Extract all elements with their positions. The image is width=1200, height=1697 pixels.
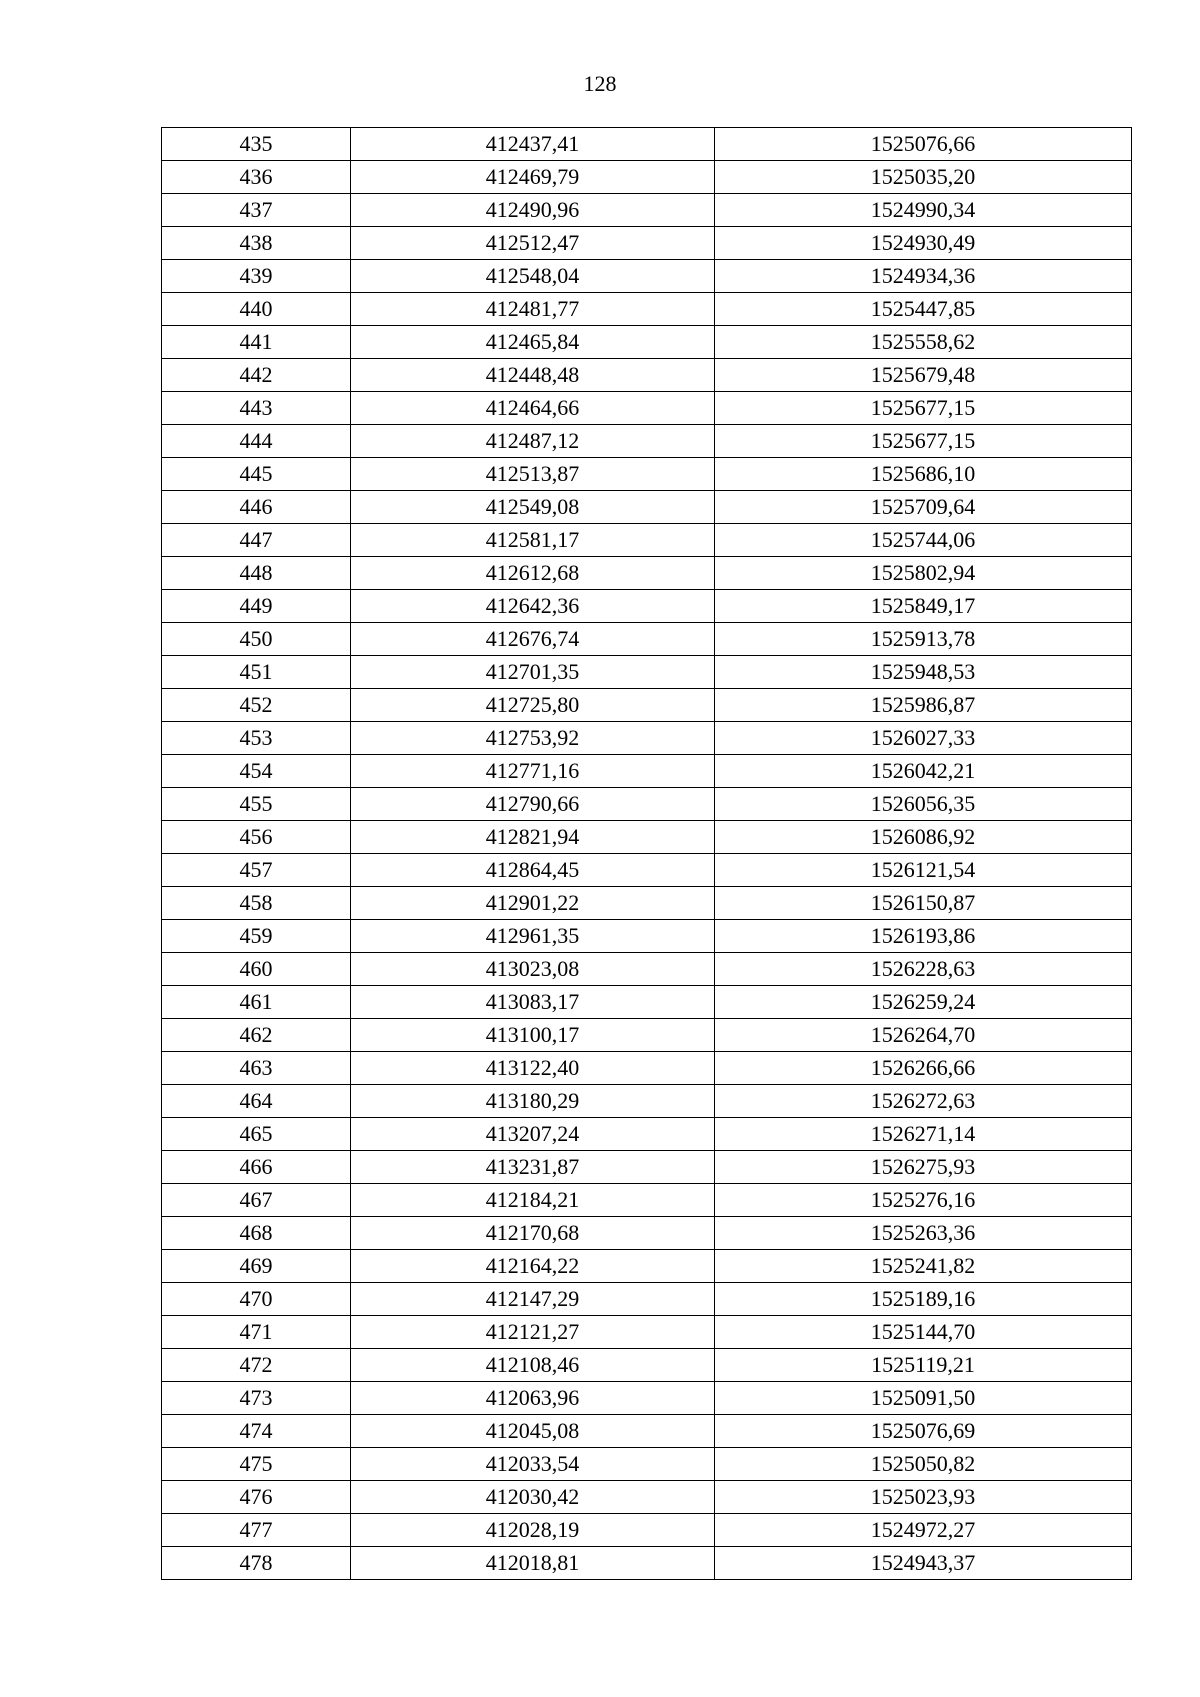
x-coordinate-cell: 412481,77 — [351, 293, 715, 326]
point-number-cell: 471 — [162, 1316, 351, 1349]
x-coordinate-cell: 412465,84 — [351, 326, 715, 359]
x-coordinate-cell: 413023,08 — [351, 953, 715, 986]
y-coordinate-cell: 1526275,93 — [715, 1151, 1132, 1184]
point-number-cell: 436 — [162, 161, 351, 194]
y-coordinate-cell: 1525447,85 — [715, 293, 1132, 326]
y-coordinate-cell: 1525677,15 — [715, 392, 1132, 425]
x-coordinate-cell: 412063,96 — [351, 1382, 715, 1415]
point-number-cell: 448 — [162, 557, 351, 590]
table-row — [162, 557, 1132, 590]
x-coordinate-cell: 412018,81 — [351, 1547, 715, 1580]
x-coordinate-cell: 412170,68 — [351, 1217, 715, 1250]
x-coordinate-cell: 412184,21 — [351, 1184, 715, 1217]
x-coordinate-cell: 412490,96 — [351, 194, 715, 227]
x-coordinate-cell: 412901,22 — [351, 887, 715, 920]
y-coordinate-cell: 1525189,16 — [715, 1283, 1132, 1316]
table-row — [162, 491, 1132, 524]
table-row — [162, 1448, 1132, 1481]
point-number-cell: 465 — [162, 1118, 351, 1151]
x-coordinate-cell: 412701,35 — [351, 656, 715, 689]
point-number-cell: 456 — [162, 821, 351, 854]
point-number-cell: 458 — [162, 887, 351, 920]
x-coordinate-cell: 412642,36 — [351, 590, 715, 623]
x-coordinate-cell: 412771,16 — [351, 755, 715, 788]
point-number-cell: 440 — [162, 293, 351, 326]
point-number-cell: 455 — [162, 788, 351, 821]
table-row — [162, 1118, 1132, 1151]
point-number-cell: 435 — [162, 128, 351, 161]
table-row — [162, 1217, 1132, 1250]
point-number-cell: 452 — [162, 689, 351, 722]
table-row — [162, 425, 1132, 458]
x-coordinate-cell: 413100,17 — [351, 1019, 715, 1052]
y-coordinate-cell: 1525119,21 — [715, 1349, 1132, 1382]
x-coordinate-cell: 412961,35 — [351, 920, 715, 953]
y-coordinate-cell: 1525686,10 — [715, 458, 1132, 491]
point-number-cell: 441 — [162, 326, 351, 359]
point-number-cell: 472 — [162, 1349, 351, 1382]
table-row — [162, 128, 1132, 161]
x-coordinate-cell: 412549,08 — [351, 491, 715, 524]
table-row — [162, 986, 1132, 1019]
y-coordinate-cell: 1526193,86 — [715, 920, 1132, 953]
point-number-cell: 476 — [162, 1481, 351, 1514]
table-row — [162, 1283, 1132, 1316]
table-row — [162, 623, 1132, 656]
y-coordinate-cell: 1526086,92 — [715, 821, 1132, 854]
point-number-cell: 445 — [162, 458, 351, 491]
x-coordinate-cell: 412821,94 — [351, 821, 715, 854]
table-row — [162, 392, 1132, 425]
x-coordinate-cell: 413231,87 — [351, 1151, 715, 1184]
table-row — [162, 1349, 1132, 1382]
y-coordinate-cell: 1526121,54 — [715, 854, 1132, 887]
point-number-cell: 446 — [162, 491, 351, 524]
point-number-cell: 467 — [162, 1184, 351, 1217]
table-row — [162, 1415, 1132, 1448]
table-row — [162, 1514, 1132, 1547]
x-coordinate-cell: 412513,87 — [351, 458, 715, 491]
x-coordinate-cell: 412033,54 — [351, 1448, 715, 1481]
point-number-cell: 451 — [162, 656, 351, 689]
table-row — [162, 326, 1132, 359]
table-row — [162, 1019, 1132, 1052]
table-row — [162, 1151, 1132, 1184]
x-coordinate-cell: 412121,27 — [351, 1316, 715, 1349]
x-coordinate-cell: 412437,41 — [351, 128, 715, 161]
y-coordinate-cell: 1526228,63 — [715, 953, 1132, 986]
point-number-cell: 447 — [162, 524, 351, 557]
y-coordinate-cell: 1526150,87 — [715, 887, 1132, 920]
point-number-cell: 438 — [162, 227, 351, 260]
table-row — [162, 260, 1132, 293]
y-coordinate-cell: 1526264,70 — [715, 1019, 1132, 1052]
x-coordinate-cell: 412469,79 — [351, 161, 715, 194]
point-number-cell: 443 — [162, 392, 351, 425]
point-number-cell: 478 — [162, 1547, 351, 1580]
point-number-cell: 457 — [162, 854, 351, 887]
table-row — [162, 359, 1132, 392]
y-coordinate-cell: 1525802,94 — [715, 557, 1132, 590]
y-coordinate-cell: 1525709,64 — [715, 491, 1132, 524]
page-number: 128 — [583, 71, 617, 96]
x-coordinate-cell: 412045,08 — [351, 1415, 715, 1448]
point-number-cell: 477 — [162, 1514, 351, 1547]
table-row — [162, 1481, 1132, 1514]
table-row — [162, 524, 1132, 557]
point-number-cell: 463 — [162, 1052, 351, 1085]
y-coordinate-cell: 1524972,27 — [715, 1514, 1132, 1547]
y-coordinate-cell: 1525986,87 — [715, 689, 1132, 722]
point-number-cell: 460 — [162, 953, 351, 986]
y-coordinate-cell: 1526272,63 — [715, 1085, 1132, 1118]
x-coordinate-cell: 412147,29 — [351, 1283, 715, 1316]
y-coordinate-cell: 1525913,78 — [715, 623, 1132, 656]
x-coordinate-cell: 412581,17 — [351, 524, 715, 557]
x-coordinate-cell: 413122,40 — [351, 1052, 715, 1085]
table-row — [162, 953, 1132, 986]
x-coordinate-cell: 413083,17 — [351, 986, 715, 1019]
table-row — [162, 788, 1132, 821]
point-number-cell: 475 — [162, 1448, 351, 1481]
y-coordinate-cell: 1526027,33 — [715, 722, 1132, 755]
y-coordinate-cell: 1525849,17 — [715, 590, 1132, 623]
y-coordinate-cell: 1525558,62 — [715, 326, 1132, 359]
table-row — [162, 1382, 1132, 1415]
point-number-cell: 468 — [162, 1217, 351, 1250]
table-row — [162, 887, 1132, 920]
x-coordinate-cell: 412464,66 — [351, 392, 715, 425]
coordinates-table-body — [162, 128, 1132, 1580]
y-coordinate-cell: 1525679,48 — [715, 359, 1132, 392]
table-row — [162, 1316, 1132, 1349]
table-row — [162, 458, 1132, 491]
x-coordinate-cell: 412676,74 — [351, 623, 715, 656]
table-row — [162, 821, 1132, 854]
point-number-cell: 469 — [162, 1250, 351, 1283]
x-coordinate-cell: 412753,92 — [351, 722, 715, 755]
table-row — [162, 1184, 1132, 1217]
y-coordinate-cell: 1525076,66 — [715, 128, 1132, 161]
x-coordinate-cell: 413207,24 — [351, 1118, 715, 1151]
point-number-cell: 464 — [162, 1085, 351, 1118]
table-row — [162, 1547, 1132, 1580]
x-coordinate-cell: 412548,04 — [351, 260, 715, 293]
point-number-cell: 442 — [162, 359, 351, 392]
x-coordinate-cell: 412790,66 — [351, 788, 715, 821]
point-number-cell: 470 — [162, 1283, 351, 1316]
x-coordinate-cell: 412512,47 — [351, 227, 715, 260]
y-coordinate-cell: 1525241,82 — [715, 1250, 1132, 1283]
point-number-cell: 437 — [162, 194, 351, 227]
point-number-cell: 474 — [162, 1415, 351, 1448]
table-row — [162, 227, 1132, 260]
x-coordinate-cell: 412028,19 — [351, 1514, 715, 1547]
x-coordinate-cell: 412612,68 — [351, 557, 715, 590]
y-coordinate-cell: 1526266,66 — [715, 1052, 1132, 1085]
point-number-cell: 466 — [162, 1151, 351, 1184]
table-row — [162, 590, 1132, 623]
y-coordinate-cell: 1526042,21 — [715, 755, 1132, 788]
point-number-cell: 444 — [162, 425, 351, 458]
table-row — [162, 854, 1132, 887]
y-coordinate-cell: 1525276,16 — [715, 1184, 1132, 1217]
table-row — [162, 1250, 1132, 1283]
y-coordinate-cell: 1525023,93 — [715, 1481, 1132, 1514]
y-coordinate-cell: 1524934,36 — [715, 260, 1132, 293]
x-coordinate-cell: 413180,29 — [351, 1085, 715, 1118]
y-coordinate-cell: 1525091,50 — [715, 1382, 1132, 1415]
y-coordinate-cell: 1526271,14 — [715, 1118, 1132, 1151]
x-coordinate-cell: 412487,12 — [351, 425, 715, 458]
table-row — [162, 1052, 1132, 1085]
point-number-cell: 462 — [162, 1019, 351, 1052]
x-coordinate-cell: 412164,22 — [351, 1250, 715, 1283]
x-coordinate-cell: 412725,80 — [351, 689, 715, 722]
table-row — [162, 722, 1132, 755]
y-coordinate-cell: 1525263,36 — [715, 1217, 1132, 1250]
coordinates-table — [161, 127, 1132, 1580]
y-coordinate-cell: 1526056,35 — [715, 788, 1132, 821]
table-row — [162, 293, 1132, 326]
y-coordinate-cell: 1525035,20 — [715, 161, 1132, 194]
y-coordinate-cell: 1525744,06 — [715, 524, 1132, 557]
y-coordinate-cell: 1524990,34 — [715, 194, 1132, 227]
table-row — [162, 656, 1132, 689]
y-coordinate-cell: 1524930,49 — [715, 227, 1132, 260]
table-row — [162, 194, 1132, 227]
point-number-cell: 459 — [162, 920, 351, 953]
y-coordinate-cell: 1525076,69 — [715, 1415, 1132, 1448]
point-number-cell: 449 — [162, 590, 351, 623]
y-coordinate-cell: 1525677,15 — [715, 425, 1132, 458]
y-coordinate-cell: 1525948,53 — [715, 656, 1132, 689]
y-coordinate-cell: 1525050,82 — [715, 1448, 1132, 1481]
table-row — [162, 920, 1132, 953]
x-coordinate-cell: 412030,42 — [351, 1481, 715, 1514]
table-row — [162, 755, 1132, 788]
x-coordinate-cell: 412864,45 — [351, 854, 715, 887]
point-number-cell: 454 — [162, 755, 351, 788]
point-number-cell: 473 — [162, 1382, 351, 1415]
table-row — [162, 689, 1132, 722]
y-coordinate-cell: 1525144,70 — [715, 1316, 1132, 1349]
x-coordinate-cell: 412108,46 — [351, 1349, 715, 1382]
x-coordinate-cell: 412448,48 — [351, 359, 715, 392]
point-number-cell: 453 — [162, 722, 351, 755]
point-number-cell: 439 — [162, 260, 351, 293]
point-number-cell: 461 — [162, 986, 351, 1019]
y-coordinate-cell: 1524943,37 — [715, 1547, 1132, 1580]
point-number-cell: 450 — [162, 623, 351, 656]
table-row — [162, 161, 1132, 194]
table-row — [162, 1085, 1132, 1118]
y-coordinate-cell: 1526259,24 — [715, 986, 1132, 1019]
